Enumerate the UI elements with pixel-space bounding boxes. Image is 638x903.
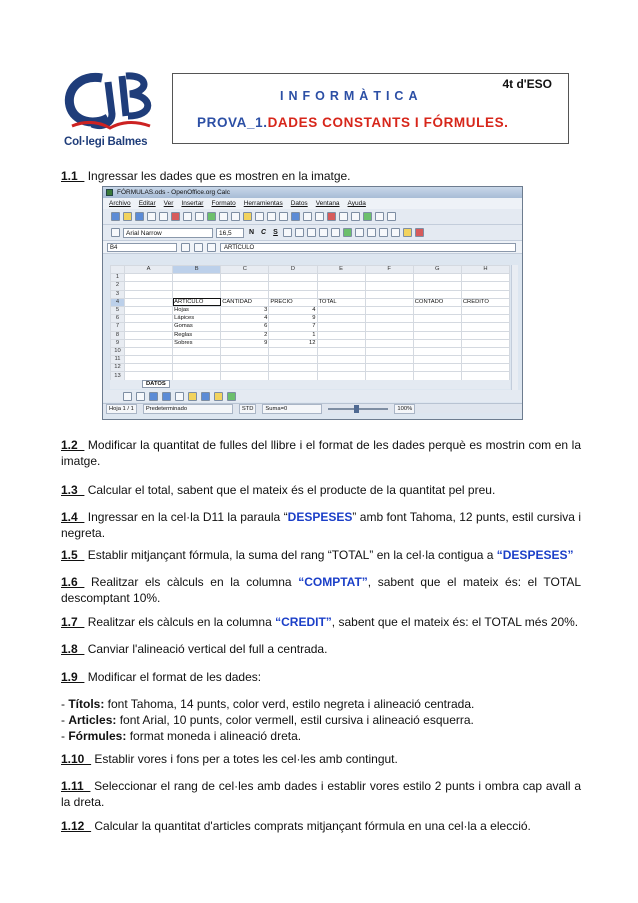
status-sheet: Hoja 1 / 1 bbox=[106, 404, 137, 414]
cell-b4: ARTÍCULO bbox=[173, 298, 221, 306]
preview-icon bbox=[195, 212, 204, 221]
cell-e11 bbox=[317, 356, 365, 364]
grid-row bbox=[111, 290, 510, 298]
highlight-despeses: DESPESES bbox=[287, 510, 353, 524]
cell-a8 bbox=[125, 331, 173, 339]
cell-f1 bbox=[365, 274, 413, 282]
cell-d11 bbox=[269, 356, 317, 364]
cell-e9 bbox=[317, 339, 365, 347]
cell-b13 bbox=[173, 372, 221, 380]
question-1-12: 1.12_ Calcular la quantitat d'articles comprats mitjançant fórmula en una cel·la a elecció. bbox=[61, 819, 531, 833]
calc-app-icon bbox=[106, 189, 113, 196]
formula-bar bbox=[103, 241, 522, 254]
cell-c12 bbox=[221, 364, 269, 372]
grid-row bbox=[111, 339, 510, 347]
cell-g11 bbox=[413, 356, 461, 364]
cell-a11 bbox=[125, 356, 173, 364]
cell-c6: 4 bbox=[221, 315, 269, 323]
menu-archivo: Archivo bbox=[109, 200, 131, 207]
cell-d8: 1 bbox=[269, 331, 317, 339]
cell-b6: Lápices bbox=[173, 315, 221, 323]
formatting-toolbar bbox=[103, 225, 522, 241]
cell-a10 bbox=[125, 347, 173, 355]
cell-b11 bbox=[173, 356, 221, 364]
fontwork-icon bbox=[227, 392, 236, 401]
cell-b9: Sobres bbox=[173, 339, 221, 347]
formula-icon bbox=[207, 243, 216, 252]
currency-icon bbox=[343, 228, 352, 237]
status-bar bbox=[103, 403, 522, 413]
cell-g7 bbox=[413, 323, 461, 331]
font-color-icon bbox=[415, 228, 424, 237]
open-icon bbox=[123, 212, 132, 221]
redo-icon bbox=[279, 212, 288, 221]
cell-c2 bbox=[221, 282, 269, 290]
cell-c10 bbox=[221, 347, 269, 355]
subject-title: INFORMÀTICA bbox=[280, 89, 423, 103]
highlight-comptat: “COMPTAT” bbox=[298, 575, 368, 589]
cell-a13 bbox=[125, 372, 173, 380]
cell-h4: CRÉDITO bbox=[461, 298, 509, 306]
cell-a6 bbox=[125, 315, 173, 323]
window-titlebar bbox=[103, 187, 522, 198]
status-mode: STD bbox=[239, 404, 257, 414]
row-header: 4 bbox=[111, 298, 125, 306]
col-header-g: G bbox=[413, 266, 461, 274]
question-1-7: 1.7_ Realitzar els càlculs en la columna “CREDIT”, sabent que el mateix és: el TOTAL més 20%. bbox=[61, 615, 579, 629]
grid-row bbox=[111, 372, 510, 380]
pdf-icon bbox=[171, 212, 180, 221]
cell-a7 bbox=[125, 323, 173, 331]
cell-h7 bbox=[461, 323, 509, 331]
question-1-8: 1.8_ Canviar l'alineació vertical del full a centrada. bbox=[61, 642, 328, 656]
row-header: 13 bbox=[111, 372, 125, 380]
cell-b7: Gomas bbox=[173, 323, 221, 331]
grid-row bbox=[111, 282, 510, 290]
text-icon bbox=[175, 392, 184, 401]
cell-g5 bbox=[413, 306, 461, 314]
menu-bar bbox=[103, 198, 522, 209]
draw-icon bbox=[339, 212, 348, 221]
cell-f11 bbox=[365, 356, 413, 364]
header-banner bbox=[172, 73, 569, 144]
cut-icon bbox=[219, 212, 228, 221]
cell-f8 bbox=[365, 331, 413, 339]
row-header: 11 bbox=[111, 356, 125, 364]
row-header: 5 bbox=[111, 306, 125, 314]
cell-d4: PRECIO bbox=[269, 298, 317, 306]
align-center-icon bbox=[295, 228, 304, 237]
grid-row bbox=[111, 364, 510, 372]
question-1-9: 1.9_ Modificar el format de les dades: bbox=[61, 670, 262, 684]
cell-a2 bbox=[125, 282, 173, 290]
cell-f3 bbox=[365, 290, 413, 298]
spreadsheet-grid bbox=[110, 265, 510, 381]
cell-b2 bbox=[173, 282, 221, 290]
cell-g1 bbox=[413, 274, 461, 282]
line-icon bbox=[136, 392, 145, 401]
grid-row bbox=[111, 331, 510, 339]
cell-f2 bbox=[365, 282, 413, 290]
cell-e8 bbox=[317, 331, 365, 339]
cell-h12 bbox=[461, 364, 509, 372]
cell-d10 bbox=[269, 347, 317, 355]
status-zoom: 100% bbox=[394, 404, 415, 414]
font-name-box: Arial Narrow bbox=[123, 228, 213, 238]
formula-input: ARTÍCULO bbox=[220, 243, 516, 252]
row-header: 6 bbox=[111, 315, 125, 323]
row-header: 1 bbox=[111, 274, 125, 282]
cell-d9: 12 bbox=[269, 339, 317, 347]
cell-d7: 7 bbox=[269, 323, 317, 331]
cell-a3 bbox=[125, 290, 173, 298]
cell-h9 bbox=[461, 339, 509, 347]
arrows-icon bbox=[201, 392, 210, 401]
help-icon bbox=[387, 212, 396, 221]
merge-icon bbox=[331, 228, 340, 237]
cell-h8 bbox=[461, 331, 509, 339]
grid-row bbox=[111, 356, 510, 364]
menu-datos: Datos bbox=[290, 200, 308, 207]
cell-c11 bbox=[221, 356, 269, 364]
cell-c13 bbox=[221, 372, 269, 380]
cell-f6 bbox=[365, 315, 413, 323]
print-icon bbox=[183, 212, 192, 221]
exam-prefix: PROVA_1. bbox=[197, 115, 268, 130]
row-header: 7 bbox=[111, 323, 125, 331]
sort-asc-icon bbox=[303, 212, 312, 221]
menu-insertar: Insertar bbox=[181, 200, 204, 207]
decimal-icon bbox=[367, 228, 376, 237]
cell-a12 bbox=[125, 364, 173, 372]
cell-a4 bbox=[125, 298, 173, 306]
cell-h5 bbox=[461, 306, 509, 314]
cell-g10 bbox=[413, 347, 461, 355]
question-1-11: 1.11_ Seleccionar el rang de cel·les amb dades i establir vores estilo 2 punts i ombra cap avall a la dreta. bbox=[61, 779, 581, 809]
row-header: 2 bbox=[111, 282, 125, 290]
grid-row bbox=[111, 306, 510, 314]
sum-icon bbox=[194, 243, 203, 252]
cell-b12 bbox=[173, 364, 221, 372]
cell-g3 bbox=[413, 290, 461, 298]
gallery-icon bbox=[375, 212, 384, 221]
cell-f5 bbox=[365, 306, 413, 314]
cell-d1 bbox=[269, 274, 317, 282]
hyperlink-icon bbox=[291, 212, 300, 221]
cell-d3 bbox=[269, 290, 317, 298]
cell-b8: Reglas bbox=[173, 331, 221, 339]
brush-icon bbox=[255, 212, 264, 221]
status-sum: Suma=0 bbox=[262, 404, 322, 414]
select-icon bbox=[123, 392, 132, 401]
cell-a5 bbox=[125, 306, 173, 314]
cell-e5 bbox=[317, 306, 365, 314]
borders-icon bbox=[391, 228, 400, 237]
col-header-h: H bbox=[461, 266, 509, 274]
zoom-slider bbox=[328, 408, 388, 410]
cell-e7 bbox=[317, 323, 365, 331]
question-1-10: 1.10_ Establir vores i fons per a totes les cel·les amb contingut. bbox=[61, 752, 398, 766]
shapes-icon bbox=[188, 392, 197, 401]
question-1-6: 1.6_ Realitzar els càlculs en la columna “COMPTAT”, sabent que el mateix és: el TOTAL descomptant 10%. bbox=[61, 575, 581, 605]
grid-row bbox=[111, 347, 510, 355]
cell-b1 bbox=[173, 274, 221, 282]
cell-h6 bbox=[461, 315, 509, 323]
question-1-1: 1.1_ Ingressar les dades que es mostren en la imatge. bbox=[61, 169, 351, 183]
grid-row bbox=[111, 274, 510, 282]
question-1-4: 1.4_ Ingressar en la cel·la D11 la paraula “DESPESES” amb font Tahoma, 12 punts, estil cursiva i negreta. bbox=[61, 510, 581, 540]
cell-g12 bbox=[413, 364, 461, 372]
paste-icon bbox=[243, 212, 252, 221]
exam-name: DADES CONSTANTS I FÓRMULES. bbox=[267, 115, 509, 130]
row-header: 12 bbox=[111, 364, 125, 372]
spellcheck-icon bbox=[207, 212, 216, 221]
percent-icon bbox=[355, 228, 364, 237]
vertical-scrollbar bbox=[511, 265, 518, 395]
logo-school-name: Col·legi Balmes bbox=[64, 136, 148, 148]
cell-h10 bbox=[461, 347, 509, 355]
align-right-icon bbox=[307, 228, 316, 237]
sheet-tabs bbox=[110, 380, 510, 389]
cell-g6 bbox=[413, 315, 461, 323]
cell-f7 bbox=[365, 323, 413, 331]
format-item-articles: - Articles: font Arial, 10 punts, color vermell, estil cursiva i alineació esquerra. bbox=[61, 713, 474, 727]
question-1-3: 1.3_ Calcular el total, sabent que el mateix és el producte de la quantitat pel preu. bbox=[61, 483, 496, 497]
align-left-icon bbox=[283, 228, 292, 237]
navigator-icon bbox=[363, 212, 372, 221]
cell-a1 bbox=[125, 274, 173, 282]
function-wizard-icon bbox=[181, 243, 190, 252]
row-header: 9 bbox=[111, 339, 125, 347]
cell-c4: CANTIDAD bbox=[221, 298, 269, 306]
cell-b10 bbox=[173, 347, 221, 355]
cell-e13 bbox=[317, 372, 365, 380]
spreadsheet-screenshot bbox=[102, 186, 523, 420]
exam-title bbox=[197, 115, 509, 130]
cell-f9 bbox=[365, 339, 413, 347]
format-item-formules: - Fórmules: format moneda i alineació dreta. bbox=[61, 729, 302, 743]
col-header-f: F bbox=[365, 266, 413, 274]
school-logo bbox=[62, 68, 162, 160]
question-1-5: 1.5_ Establir mitjançant fórmula, la suma del rang “TOTAL” en la cel·la contigua a “DESPESES” bbox=[61, 548, 574, 562]
chart-icon bbox=[327, 212, 336, 221]
cell-h2 bbox=[461, 282, 509, 290]
corner-cell bbox=[111, 266, 125, 274]
cell-h13 bbox=[461, 372, 509, 380]
save-icon bbox=[135, 212, 144, 221]
grid-row bbox=[111, 298, 510, 306]
sheet-tab-datos: DATOS bbox=[142, 380, 170, 388]
stars-icon bbox=[214, 392, 223, 401]
grade-label: 4t d'ESO bbox=[502, 77, 552, 91]
rectangle-icon bbox=[149, 392, 158, 401]
col-header-a: A bbox=[125, 266, 173, 274]
status-style: Predeterminado bbox=[143, 404, 233, 414]
font-size-box: 16,5 bbox=[216, 228, 244, 238]
format-item-titols: - Títols: font Tahoma, 14 punts, color verd, estilo negreta i alineació centrada. bbox=[61, 697, 475, 711]
cell-c5: 3 bbox=[221, 306, 269, 314]
cell-e12 bbox=[317, 364, 365, 372]
menu-ver: Ver bbox=[163, 200, 174, 207]
edit-icon bbox=[159, 212, 168, 221]
cell-g13 bbox=[413, 372, 461, 380]
cell-e2 bbox=[317, 282, 365, 290]
col-header-d: D bbox=[269, 266, 317, 274]
cell-d12 bbox=[269, 364, 317, 372]
bold-button: N bbox=[248, 229, 255, 236]
cell-e6 bbox=[317, 315, 365, 323]
cell-e3 bbox=[317, 290, 365, 298]
ellipse-icon bbox=[162, 392, 171, 401]
cell-c8: 2 bbox=[221, 331, 269, 339]
cell-d6: 9 bbox=[269, 315, 317, 323]
cell-reference-box: B4 bbox=[107, 243, 177, 252]
undo-icon bbox=[267, 212, 276, 221]
cell-d5: 4 bbox=[269, 306, 317, 314]
row-header: 8 bbox=[111, 331, 125, 339]
cell-a9 bbox=[125, 339, 173, 347]
email-icon bbox=[147, 212, 156, 221]
col-header-c: C bbox=[221, 266, 269, 274]
cell-h3 bbox=[461, 290, 509, 298]
cell-c9: 9 bbox=[221, 339, 269, 347]
find-icon bbox=[351, 212, 360, 221]
cell-c1 bbox=[221, 274, 269, 282]
cell-f4 bbox=[365, 298, 413, 306]
window-title: FÓRMULAS.ods - OpenOffice.org Calc bbox=[117, 189, 230, 196]
cell-e1 bbox=[317, 274, 365, 282]
cell-e4: TOTAL bbox=[317, 298, 365, 306]
cell-d13 bbox=[269, 372, 317, 380]
standard-toolbar bbox=[103, 209, 522, 225]
question-1-2: 1.2_ Modificar la quantitat de fulles del llibre i el format de les dades perquè es mostrin com en la imatge. bbox=[61, 438, 581, 468]
highlight-despeses-2: “DESPESES” bbox=[496, 548, 574, 562]
cell-d2 bbox=[269, 282, 317, 290]
underline-button: S bbox=[273, 229, 278, 236]
cell-g8 bbox=[413, 331, 461, 339]
italic-button: C bbox=[260, 229, 267, 236]
justify-icon bbox=[319, 228, 328, 237]
format-list bbox=[61, 696, 581, 744]
grid-body bbox=[111, 274, 510, 380]
row-header: 3 bbox=[111, 290, 125, 298]
cell-f10 bbox=[365, 347, 413, 355]
col-header-e: E bbox=[317, 266, 365, 274]
cell-b3 bbox=[173, 290, 221, 298]
highlight-credit: “CREDIT” bbox=[275, 615, 332, 629]
cell-e10 bbox=[317, 347, 365, 355]
cell-g2 bbox=[413, 282, 461, 290]
grid-row bbox=[111, 323, 510, 331]
cell-h11 bbox=[461, 356, 509, 364]
background-color-icon bbox=[403, 228, 412, 237]
menu-ventana: Ventana bbox=[315, 200, 340, 207]
menu-ayuda: Ayuda bbox=[347, 200, 366, 207]
cell-g9 bbox=[413, 339, 461, 347]
cell-f13 bbox=[365, 372, 413, 380]
cell-b5: Hojas bbox=[173, 306, 221, 314]
grid-row bbox=[111, 315, 510, 323]
menu-formato: Formato bbox=[211, 200, 236, 207]
drawing-toolbar bbox=[103, 390, 522, 402]
copy-icon bbox=[231, 212, 240, 221]
sort-desc-icon bbox=[315, 212, 324, 221]
cell-c3 bbox=[221, 290, 269, 298]
menu-herramientas: Herramientas bbox=[243, 200, 283, 207]
menu-editar: Editar bbox=[138, 200, 156, 207]
indent-icon bbox=[379, 228, 388, 237]
styles-icon bbox=[111, 228, 120, 237]
cell-g4: CONTADO bbox=[413, 298, 461, 306]
new-icon bbox=[111, 212, 120, 221]
cjb-logo-icon bbox=[62, 68, 162, 136]
cell-c7: 6 bbox=[221, 323, 269, 331]
col-header-b: B bbox=[173, 266, 221, 274]
row-header: 10 bbox=[111, 347, 125, 355]
cell-h1 bbox=[461, 274, 509, 282]
cell-f12 bbox=[365, 364, 413, 372]
